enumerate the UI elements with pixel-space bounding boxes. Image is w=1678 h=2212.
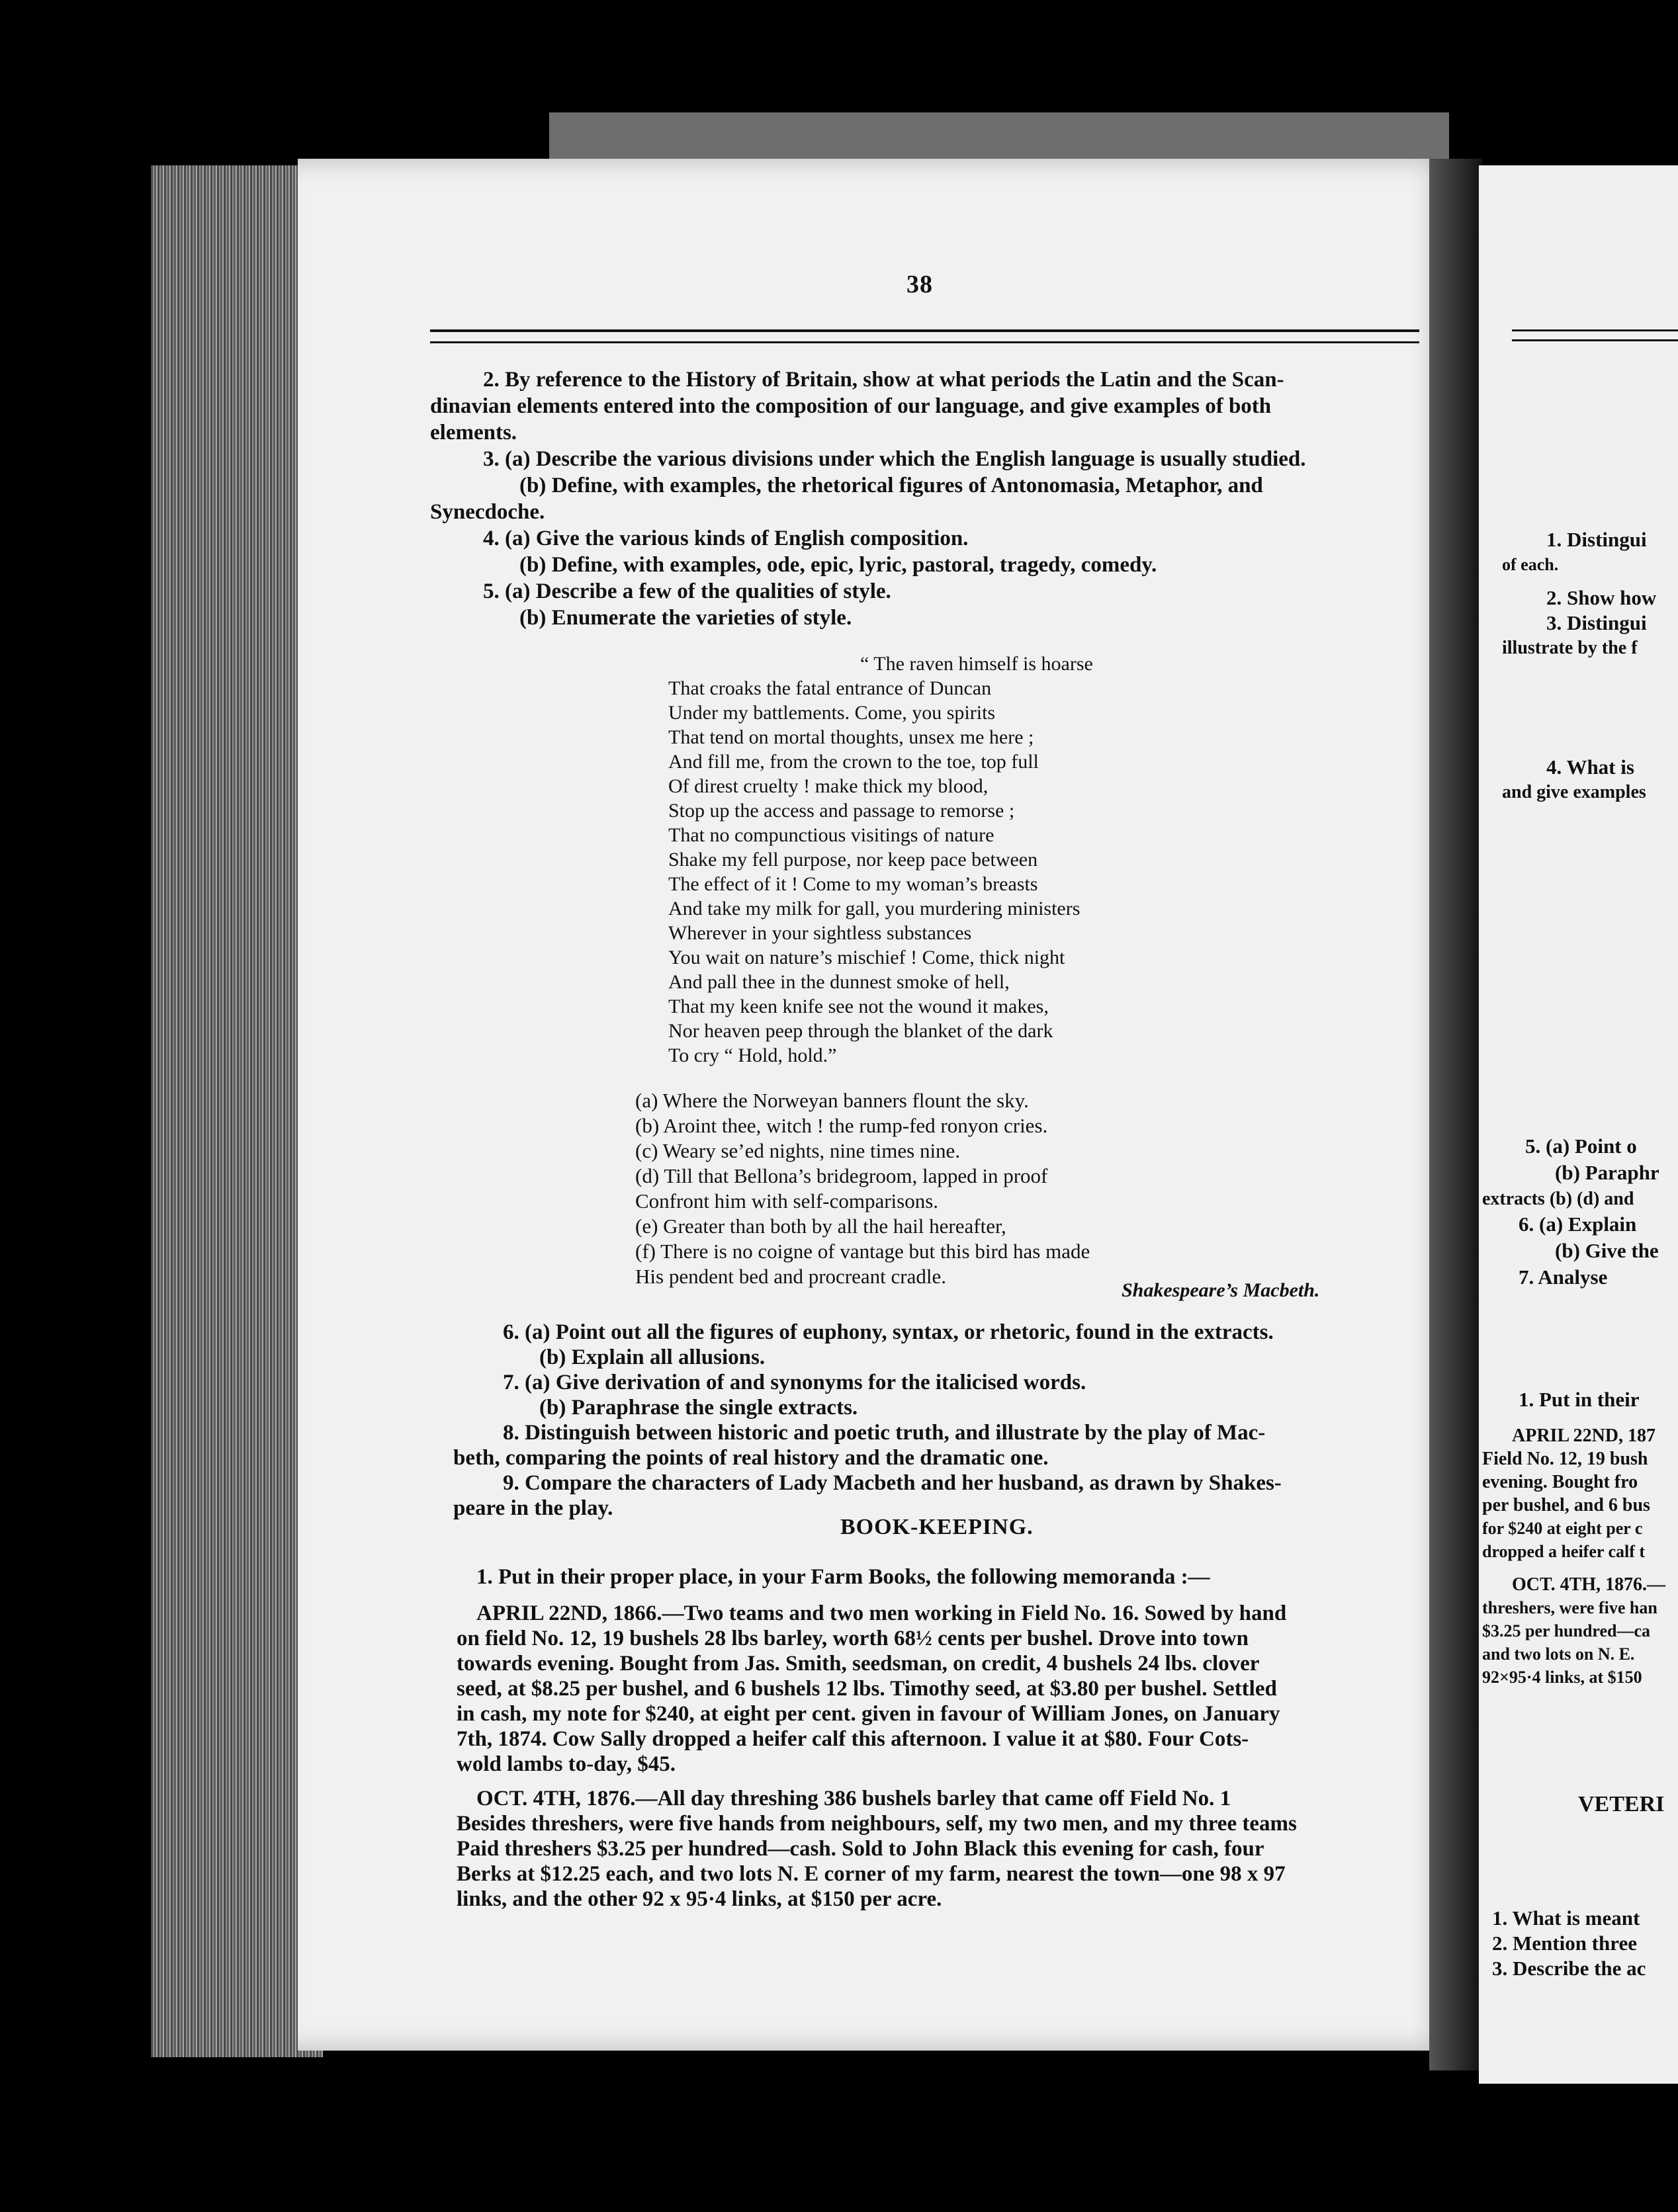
- bookkeeping-line: Berks at $12.25 each, and two lots N. E corner of my farm, nearest the town—one 98 x 97: [457, 1862, 1286, 1886]
- bookkeeping-line: APRIL 22ND, 1866.—Two teams and two men working in Field No. 16. Sowed by hand: [476, 1601, 1287, 1625]
- extract-f-cont: His pendent bed and procreant cradle.: [635, 1265, 946, 1288]
- right-line: for $240 at eight per c: [1482, 1519, 1643, 1538]
- poem-line: “ The raven himself is hoarse: [860, 653, 1093, 675]
- bookkeeping-line: seed, at $8.25 per bushel, and 6 bushels 12 lbs. Timothy seed, at $3.80 per bushel. Settled: [457, 1677, 1277, 1701]
- bookkeeping-line: in cash, my note for $240, at eight per cent. given in favour of William Jones, on January: [457, 1702, 1280, 1726]
- question-7a: 7. (a) Give derivation of and synonyms for the italicised words.: [503, 1371, 1086, 1394]
- right-line: evening. Bought fro: [1482, 1472, 1638, 1492]
- question-2-line-1: 2. By reference to the History of Britain, show at what periods the Latin and the Scan-: [483, 368, 1284, 392]
- bookkeeping-line: Paid threshers $3.25 per hundred—cash. Sold to John Black this evening for cash, four: [457, 1837, 1264, 1861]
- poem-line: Stop up the access and passage to remorse ;: [668, 800, 1015, 822]
- question-2-line-2: dinavian elements entered into the composition of our language, and give examples of both: [430, 394, 1272, 418]
- poem-line: That croaks the fatal entrance of Duncan: [668, 677, 992, 699]
- right-line: 4. What is: [1546, 755, 1634, 779]
- right-line: Field No. 12, 19 bush: [1482, 1449, 1648, 1469]
- extract-f: (f) There is no coigne of vantage but this bird has made: [635, 1240, 1090, 1263]
- poem-line: That no compunctious visitings of nature: [668, 824, 994, 846]
- right-line: 2. Show how: [1546, 586, 1657, 609]
- right-line: (b) Paraphr: [1555, 1161, 1659, 1184]
- poem-line: That tend on mortal thoughts, unsex me here ;: [668, 726, 1034, 748]
- poem-line: And pall thee in the dunnest smoke of hell,: [668, 971, 1010, 993]
- question-3-line-3: Synecdoche.: [430, 500, 545, 524]
- right-line: 5. (a) Point o: [1525, 1134, 1637, 1158]
- book-page-edges: [151, 165, 323, 2057]
- extract-d-cont: Confront him with self-comparisons.: [635, 1189, 939, 1212]
- question-7b: (b) Paraphrase the single extracts.: [539, 1396, 858, 1420]
- bookkeeping-line: towards evening. Bought from Jas. Smith, seedsman, on credit, 4 bushels 24 lbs. clover: [457, 1652, 1260, 1676]
- question-4-line-1: 4. (a) Give the various kinds of English composition.: [483, 527, 969, 550]
- right-line: 1. Put in their: [1519, 1388, 1640, 1411]
- question-3-line-1: 3. (a) Describe the various divisions under which the English language is usually studied.: [483, 447, 1306, 471]
- question-3-line-2: (b) Define, with examples, the rhetorical figures of Antonomasia, Metaphor, and: [519, 474, 1263, 497]
- book-gutter: [1429, 159, 1482, 2070]
- poem-line: Of direst cruelty ! make thick my blood,: [668, 775, 989, 797]
- right-line: threshers, were five han: [1482, 1598, 1657, 1617]
- poem-line: The effect of it ! Come to my woman’s breasts: [668, 873, 1038, 895]
- question-4-line-2: (b) Define, with examples, ode, epic, lyric, pastoral, tragedy, comedy.: [519, 553, 1157, 577]
- extract-b: (b) Aroint thee, witch ! the rump-fed ronyon cries.: [635, 1114, 1048, 1137]
- right-line: illustrate by the f: [1502, 638, 1638, 658]
- bookkeeping-line: 7th, 1874. Cow Sally dropped a heifer calf this afternoon. I value it at $80. Four Cots-: [457, 1727, 1249, 1751]
- bookkeeping-line: wold lambs to-day, $45.: [457, 1752, 676, 1776]
- extract-d: (d) Till that Bellona’s bridegroom, lapped in proof: [635, 1164, 1048, 1187]
- question-9-line-2: peare in the play.: [453, 1496, 613, 1520]
- poem-line: You wait on nature’s mischief ! Come, thick night: [668, 947, 1065, 968]
- right-line: APRIL 22ND, 187: [1512, 1425, 1656, 1446]
- right-line: extracts (b) (d) and: [1482, 1189, 1634, 1209]
- right-line: 7. Analyse: [1519, 1265, 1608, 1289]
- poem-line: And fill me, from the crown to the toe, top full: [668, 751, 1039, 773]
- poem-line: And take my milk for gall, you murdering ministers: [668, 898, 1081, 919]
- right-heading: VETERI: [1578, 1792, 1665, 1816]
- right-line: $3.25 per hundred—ca: [1482, 1621, 1651, 1640]
- bookkeeping-line: on field No. 12, 19 bushels 28 lbs barley, worth 68½ cents per bushel. Drove into town: [457, 1627, 1249, 1650]
- right-page: [1479, 165, 1678, 2084]
- poem-line: To cry “ Hold, hold.”: [668, 1044, 837, 1066]
- question-8-line-1: 8. Distinguish between historic and poetic truth, and illustrate by the play of Mac-: [503, 1421, 1266, 1445]
- extract-a: (a) Where the Norweyan banners flount the sky.: [635, 1089, 1029, 1112]
- bookkeeping-line: OCT. 4TH, 1876.—All day threshing 386 bushels barley that came off Field No. 1: [476, 1787, 1231, 1810]
- question-5-line-2: (b) Enumerate the varieties of style.: [519, 606, 852, 630]
- header-rule: [430, 329, 1419, 343]
- question-5-line-1: 5. (a) Describe a few of the qualities of style.: [483, 579, 891, 603]
- right-line: OCT. 4TH, 1876.—: [1512, 1574, 1666, 1595]
- page-number: 38: [906, 271, 933, 298]
- poem-line: That my keen knife see not the wound it makes,: [668, 996, 1049, 1017]
- bookkeeping-q1: 1. Put in their proper place, in your Farm Books, the following memoranda :—: [476, 1565, 1210, 1589]
- right-line: and two lots on N. E.: [1482, 1644, 1635, 1664]
- right-header-rule: [1512, 329, 1678, 341]
- right-line: 3. Describe the ac: [1492, 1957, 1646, 1980]
- question-2-line-3: elements.: [430, 421, 517, 445]
- right-line: per bushel, and 6 bus: [1482, 1495, 1650, 1515]
- extract-e: (e) Greater than both by all the hail hereafter,: [635, 1214, 1006, 1238]
- right-line: dropped a heifer calf t: [1482, 1542, 1646, 1561]
- right-line: (b) Give the: [1555, 1239, 1659, 1262]
- extract-c: (c) Weary se’ed nights, nine times nine.: [635, 1139, 961, 1162]
- right-line: 2. Mention three: [1492, 1932, 1637, 1955]
- poem-line: Shake my fell purpose, nor keep pace between: [668, 849, 1038, 871]
- right-line: and give examples: [1502, 782, 1646, 802]
- right-line: 1. What is meant: [1492, 1906, 1640, 1930]
- question-6b: (b) Explain all allusions.: [539, 1345, 766, 1369]
- bookkeeping-line: links, and the other 92 x 95·4 links, at $150 per acre.: [457, 1887, 942, 1911]
- question-9-line-1: 9. Compare the characters of Lady Macbeth and her husband, as drawn by Shakes-: [503, 1471, 1282, 1495]
- question-8-line-2: beth, comparing the points of real history and the dramatic one.: [453, 1446, 1049, 1470]
- section-heading-bookkeeping: BOOK-KEEPING.: [840, 1515, 1034, 1539]
- right-line: 3. Distingui: [1546, 611, 1647, 634]
- right-line: of each.: [1502, 555, 1559, 574]
- poem-line: Wherever in your sightless substances: [668, 922, 972, 944]
- poem-line: Nor heaven peep through the blanket of the dark: [668, 1020, 1053, 1042]
- poem-line: Under my battlements. Come, you spirits: [668, 702, 996, 724]
- question-6a: 6. (a) Point out all the figures of euphony, syntax, or rhetoric, found in the extracts.: [503, 1320, 1274, 1344]
- macbeth-soliloquy: [668, 652, 1093, 1068]
- attribution: Shakespeare’s Macbeth.: [1122, 1279, 1320, 1301]
- right-line: 1. Distingui: [1546, 528, 1647, 551]
- bookkeeping-line: Besides threshers, were five hands from neighbours, self, my two men, and my three teams: [457, 1812, 1297, 1836]
- right-line: 92×95·4 links, at $150: [1482, 1668, 1642, 1687]
- right-line: 6. (a) Explain: [1519, 1212, 1637, 1236]
